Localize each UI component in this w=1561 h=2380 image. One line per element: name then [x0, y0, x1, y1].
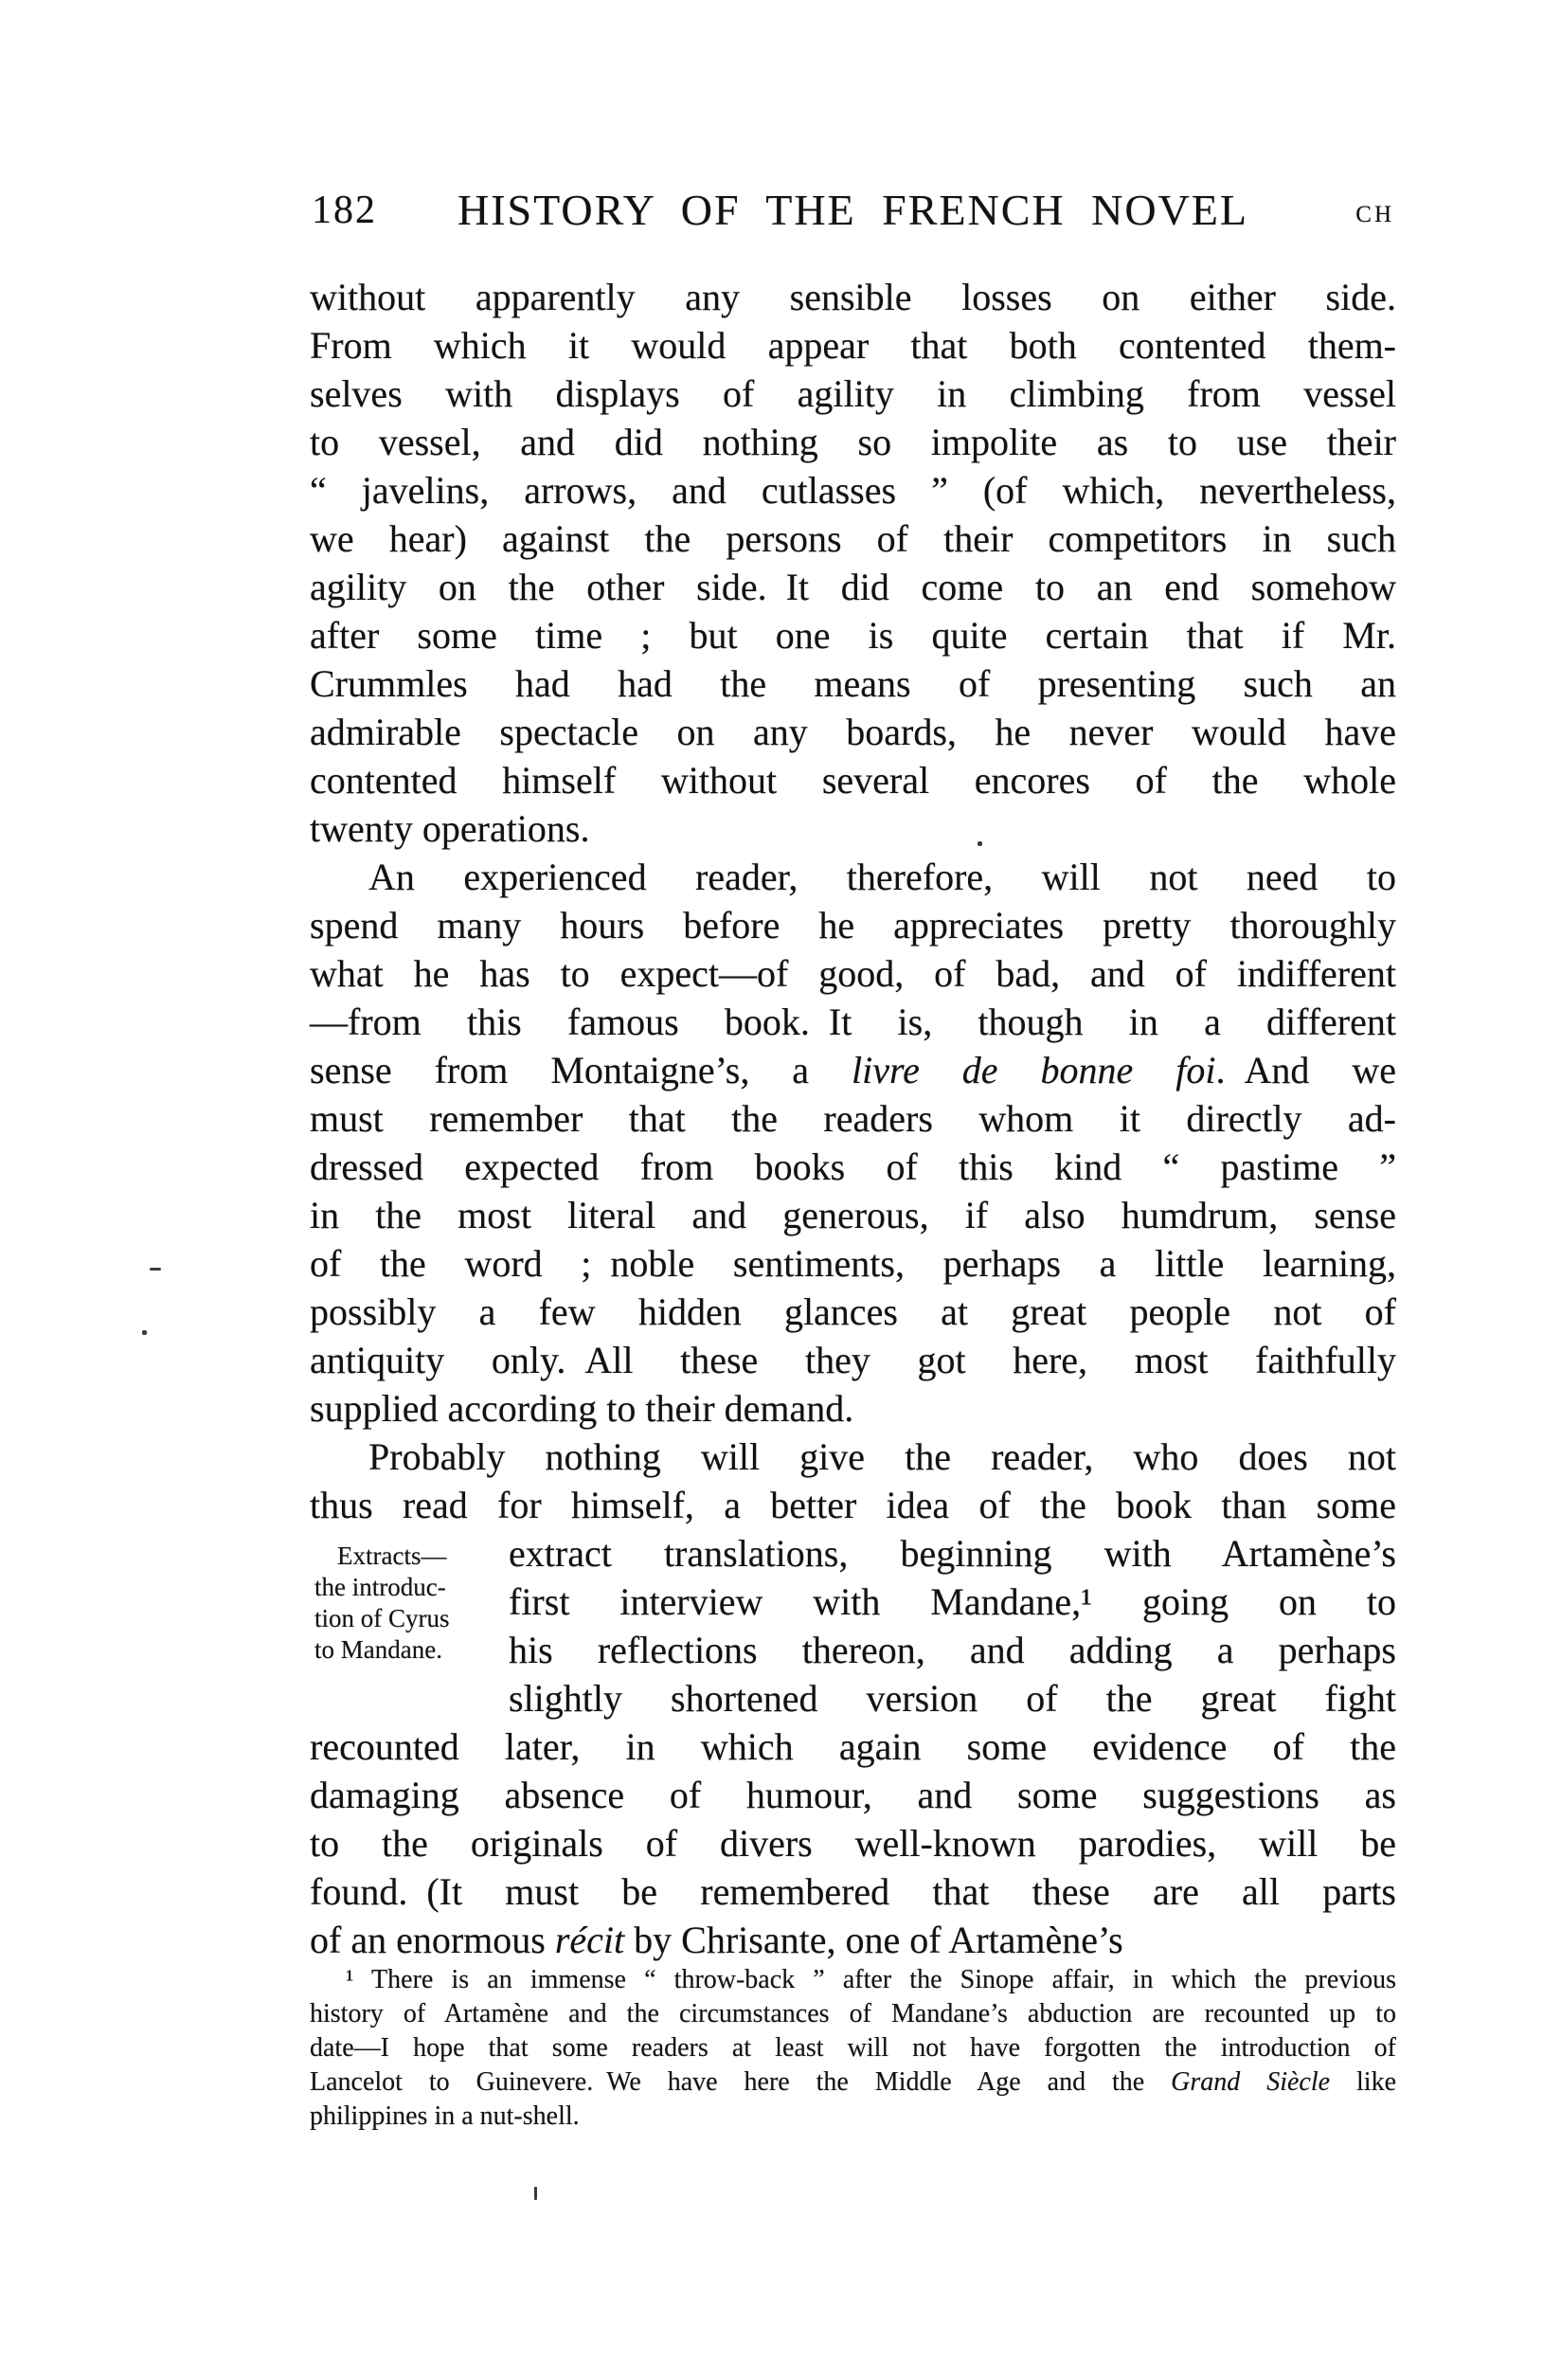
text-line: without apparently any sensible losses on either side.: [310, 276, 1396, 318]
footnote-line: date—I hope that some readers at least will not have forgotten the introduction of: [310, 2033, 1396, 2063]
running-title: HISTORY OF THE FRENCH NOVEL: [458, 186, 1248, 234]
text-line: after some time ; but one is quite certain that if Mr.: [310, 614, 1396, 657]
text-line: admirable spectacle on any boards, he never would have: [310, 711, 1396, 753]
text-line: of the word ; noble sentiments, perhaps a little learning,: [310, 1242, 1396, 1285]
text-line: supplied according to their demand.: [310, 1387, 854, 1430]
text-line: first interview with Mandane,¹ going on to: [509, 1580, 1396, 1623]
chapter-mark: CH: [1355, 202, 1394, 227]
margin-note-line: Extracts—: [337, 1542, 447, 1570]
text-line: damaging absence of humour, and some suggestions as: [310, 1774, 1396, 1816]
text-line: what he has to expect—of good, of bad, and of indifferent: [310, 952, 1396, 995]
text-line: his reflections thereon, and adding a perhaps: [509, 1629, 1396, 1671]
margin-note-line: the introduc-: [314, 1573, 446, 1601]
text-line: From which it would appear that both contented them-: [310, 324, 1396, 367]
italic-phrase: Grand Siècle: [1171, 2067, 1331, 2097]
text-line: —from this famous book. It is, though in a different: [310, 1001, 1396, 1043]
scan-artifact: [978, 841, 982, 846]
text-segment: . And we: [1215, 1049, 1396, 1091]
text-line: spend many hours before he appreciates pretty thoroughly: [310, 904, 1396, 947]
text-segment: of an enormous: [310, 1919, 555, 1961]
scan-artifact: [534, 2187, 537, 2200]
text-line: in the most literal and generous, if also humdrum, sense: [310, 1194, 1396, 1236]
text-line: antiquity only. All these they got here, most faithfully: [310, 1339, 1396, 1381]
text-line: [310, 1046, 1396, 1094]
text-line: we hear) against the persons of their competitors in such: [310, 517, 1396, 560]
text-line: extract translations, beginning with Artamène’s: [509, 1532, 1396, 1575]
margin-note-line: to Mandane.: [314, 1635, 442, 1664]
text-line: to vessel, and did nothing so impolite as to use their: [310, 421, 1396, 463]
text-line: found. (It must be remembered that these are all parts: [310, 1870, 1396, 1913]
text-line: Crummles had had the means of presenting such an: [310, 662, 1396, 705]
text-line: “ javelins, arrows, and cutlasses ” (of which, nevertheless,: [310, 469, 1396, 512]
text-line: must remember that the readers whom it directly ad-: [310, 1097, 1396, 1140]
margin-note-line: tion of Cyrus: [314, 1604, 450, 1632]
text-segment: Lancelot to Guinevere. We have here the Middle Age and the: [310, 2067, 1172, 2097]
footnote-line: history of Artamène and the circumstances of Mandane’s abduction are recounted up to: [310, 1999, 1396, 2028]
text-segment: like: [1330, 2067, 1396, 2097]
text-segment: sense from Montaigne’s, a: [310, 1049, 852, 1091]
text-line: selves with displays of agility in climbing from vessel: [310, 372, 1396, 415]
body-text: [310, 273, 1396, 1964]
running-header: [310, 186, 1396, 235]
text-line: twenty operations.: [310, 807, 590, 850]
margin-note: [314, 1541, 511, 1666]
footnote-line: philippines in a nut-shell.: [310, 2101, 580, 2131]
text-line: to the originals of divers well-known parodies, will be: [310, 1822, 1396, 1865]
text-line: dressed expected from books of this kind “ pastime ”: [310, 1145, 1396, 1188]
page-number: 182: [312, 189, 377, 232]
italic-phrase: livre de bonne foi: [852, 1049, 1216, 1091]
italic-phrase: récit: [554, 1919, 625, 1961]
indented-text-block: [509, 1529, 1396, 1722]
text-line: Probably nothing will give the reader, who does not: [368, 1435, 1396, 1478]
scan-artifact: [150, 1268, 161, 1271]
text-line: contented himself without several encores of the whole: [310, 759, 1396, 802]
text-segment: by Chrisante, one of Artamène’s: [624, 1919, 1123, 1961]
footnote-line: ¹ There is an immense “ throw-back ” after the Sinope affair, in which the previous: [346, 1965, 1396, 1994]
text-line: An experienced reader, therefore, will not need to: [368, 856, 1396, 898]
scan-artifact: [142, 1330, 147, 1335]
footnote-line: [310, 2065, 1396, 2100]
text-line: recounted later, in which again some evidence of the: [310, 1725, 1396, 1768]
text-line: [310, 1916, 1396, 1964]
text-line: possibly a few hidden glances at great people not of: [310, 1290, 1396, 1333]
footnote: [310, 1963, 1396, 2134]
text-line: thus read for himself, a better idea of the book than some: [310, 1484, 1396, 1526]
text-line: slightly shortened version of the great fight: [509, 1677, 1396, 1720]
text-line: agility on the other side. It did come to an end somehow: [310, 566, 1396, 608]
